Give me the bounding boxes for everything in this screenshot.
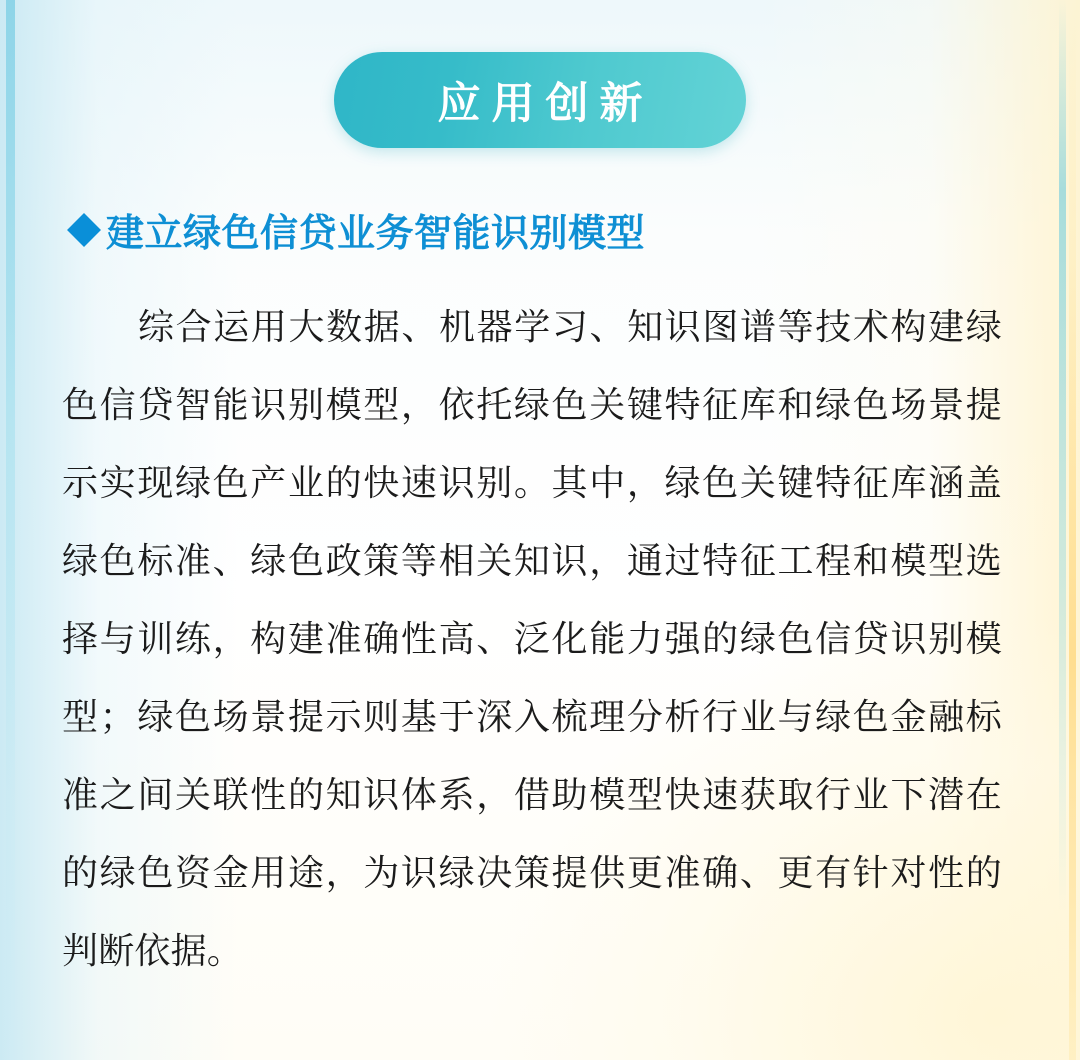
subsection-heading xyxy=(72,202,645,257)
right-edge-cyan-strip xyxy=(1059,0,1066,1060)
diamond-bullet-icon xyxy=(67,213,101,247)
left-edge-decoration xyxy=(6,0,15,1060)
subsection-heading-text: 建立绿色信贷业务智能识别模型 xyxy=(106,213,646,255)
title-pill xyxy=(334,52,746,148)
section-title-banner xyxy=(0,52,1080,148)
title-pill-label: 应用创新 xyxy=(437,79,654,128)
right-edge-gold-strip xyxy=(1069,0,1076,1060)
body-paragraph: 综合运用大数据、机器学习、知识图谱等技术构建绿色信贷智能识别模型，依托绿色关键特征库和绿色场景提示实现绿色产业的快速识别。其中，绿色关键特征库涵盖绿色标准、绿色政策等相关知识，通过特征工程和模型选择与训练，构建准确性高、泛化能力强的绿色信贷识别模型；绿色场景提示则基于深入梳理分析行业与绿色金融标准之间关联性的知识体系，借助模型快速获取行业下潜在的绿色资金用途，为识绿决策提供更准确、更有针对性的判断依据。 xyxy=(62,307,1002,971)
